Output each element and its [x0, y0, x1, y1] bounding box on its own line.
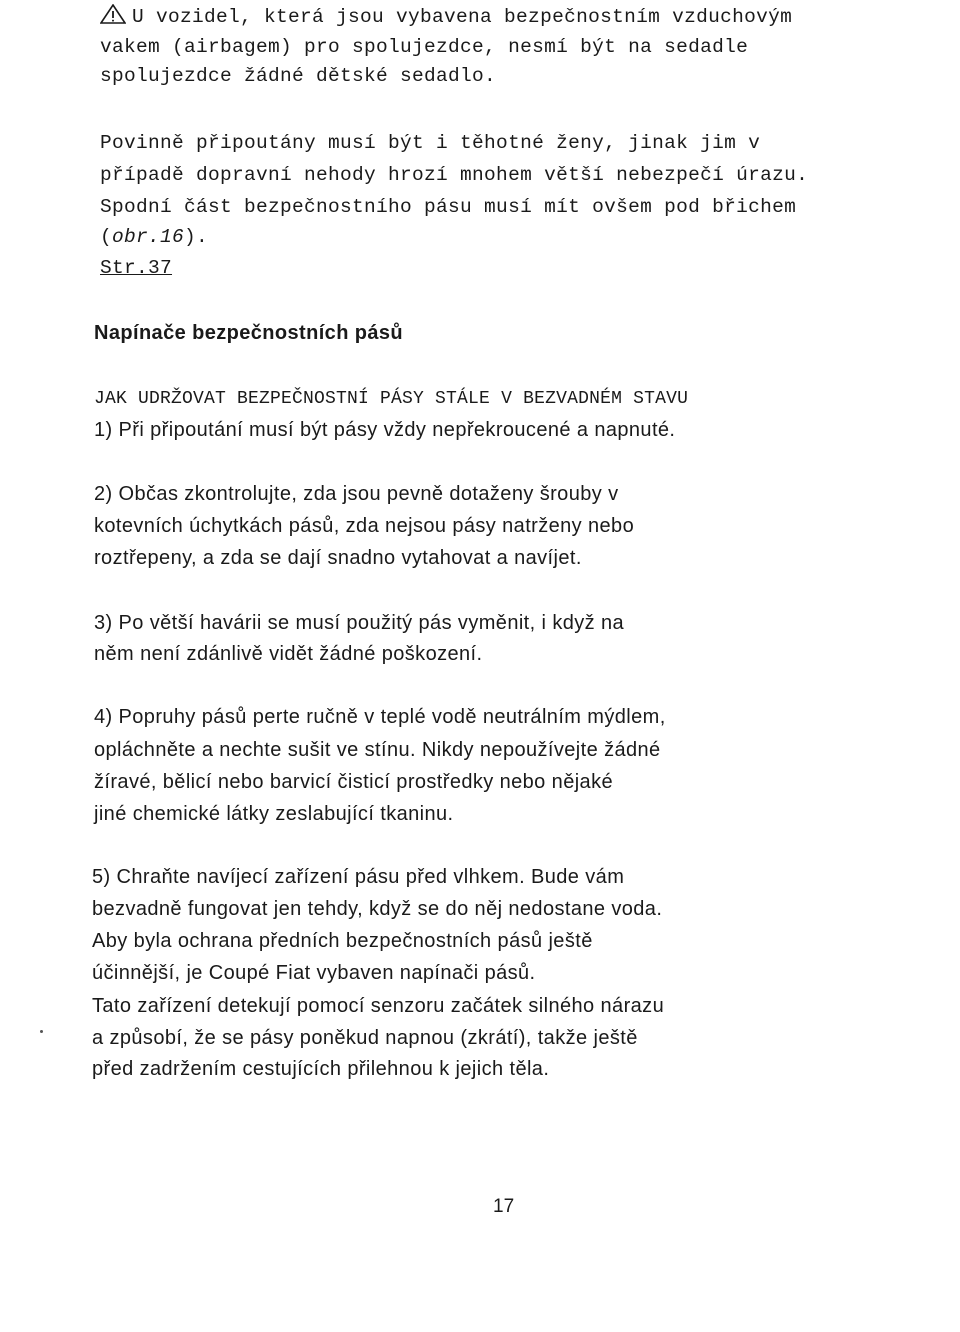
- item-5-line-3: Aby byla ochrana předních bezpečnostních pásů ještě: [92, 930, 593, 952]
- item-2-line-3: roztřepeny, a zda se dají snadno vytahovat a navíjet.: [94, 547, 582, 569]
- item-2-line-1: 2) Občas zkontrolujte, zda jsou pevně dotaženy šrouby v: [94, 483, 619, 505]
- figure-reference: [100, 226, 208, 248]
- item-5-line-7: před zadržením cestujících přilehnou k jejich těla.: [92, 1058, 550, 1080]
- item-5-line-1: 5) Chraňte navíjecí zařízení pásu před vlhkem. Bude vám: [92, 866, 625, 888]
- item-4-line-1: 4) Popruhy pásů perte ručně v teplé vodě neutrálním mýdlem,: [94, 706, 666, 728]
- item-3-line-1: 3) Po větší havárii se musí použitý pás vyměnit, i když na: [94, 612, 625, 634]
- stray-mark: [40, 1030, 43, 1033]
- pregnant-line-3: Spodní část bezpečnostního pásu musí mít ovšem pod břichem: [100, 196, 797, 218]
- pregnant-line-2: případě dopravní nehody hrozí mnohem větší nebezpečí úrazu.: [100, 164, 809, 186]
- item-4-line-4: jiné chemické látky zeslabující tkaninu.: [94, 803, 454, 825]
- warning-line-2: vakem (airbagem) pro spolujezdce, nesmí být na sedadle: [100, 36, 749, 58]
- warning-line-3: spolujezdce žádné dětské sedadlo.: [100, 65, 497, 87]
- figure-ref-open: (: [100, 226, 113, 248]
- pregnant-line-1: Povinně připoutány musí být i těhotné ženy, jinak jim v: [100, 132, 761, 154]
- item-5-line-6: a způsobí, že se pásy poněkud napnou (zkrátí), takže ještě: [92, 1027, 638, 1049]
- warning-line-1: [100, 4, 792, 28]
- item-5-line-2: bezvadně fungovat jen tehdy, když se do něj nedostane voda.: [92, 898, 663, 920]
- item-1-line-1: 1) Při připoutání musí být pásy vždy nepřekroucené a napnuté.: [94, 419, 676, 441]
- item-2-line-2: kotevních úchytkách pásů, zda nejsou pásy natrženy nebo: [94, 515, 635, 537]
- item-5-line-5: Tato zařízení detekují pomocí senzoru začátek silného nárazu: [92, 995, 665, 1017]
- figure-ref-label: obr.16: [112, 226, 185, 248]
- section-subtitle: JAK UDRŽOVAT BEZPEČNOSTNÍ PÁSY STÁLE V BEZVADNÉM STAVU: [94, 389, 689, 409]
- item-4-line-3: žíravé, bělicí nebo barvicí čisticí prostředky nebo nějaké: [94, 771, 614, 793]
- page-reference-link[interactable]: Str.37: [100, 257, 173, 279]
- page-number: 17: [493, 1196, 515, 1217]
- warning-triangle-icon: [100, 4, 126, 24]
- item-3-line-2: něm není zdánlivě vidět žádné poškození.: [94, 643, 483, 665]
- section-title: Napínače bezpečnostních pásů: [94, 322, 404, 344]
- item-5-line-4: účinnější, je Coupé Fiat vybaven napínači pásů.: [92, 962, 536, 984]
- warning-text-1: U vozidel, která jsou vybavena bezpečnostním vzduchovým: [132, 6, 793, 28]
- item-4-line-2: opláchněte a nechte sušit ve stínu. Nikdy nepoužívejte žádné: [94, 739, 661, 761]
- figure-ref-close: ).: [184, 226, 209, 248]
